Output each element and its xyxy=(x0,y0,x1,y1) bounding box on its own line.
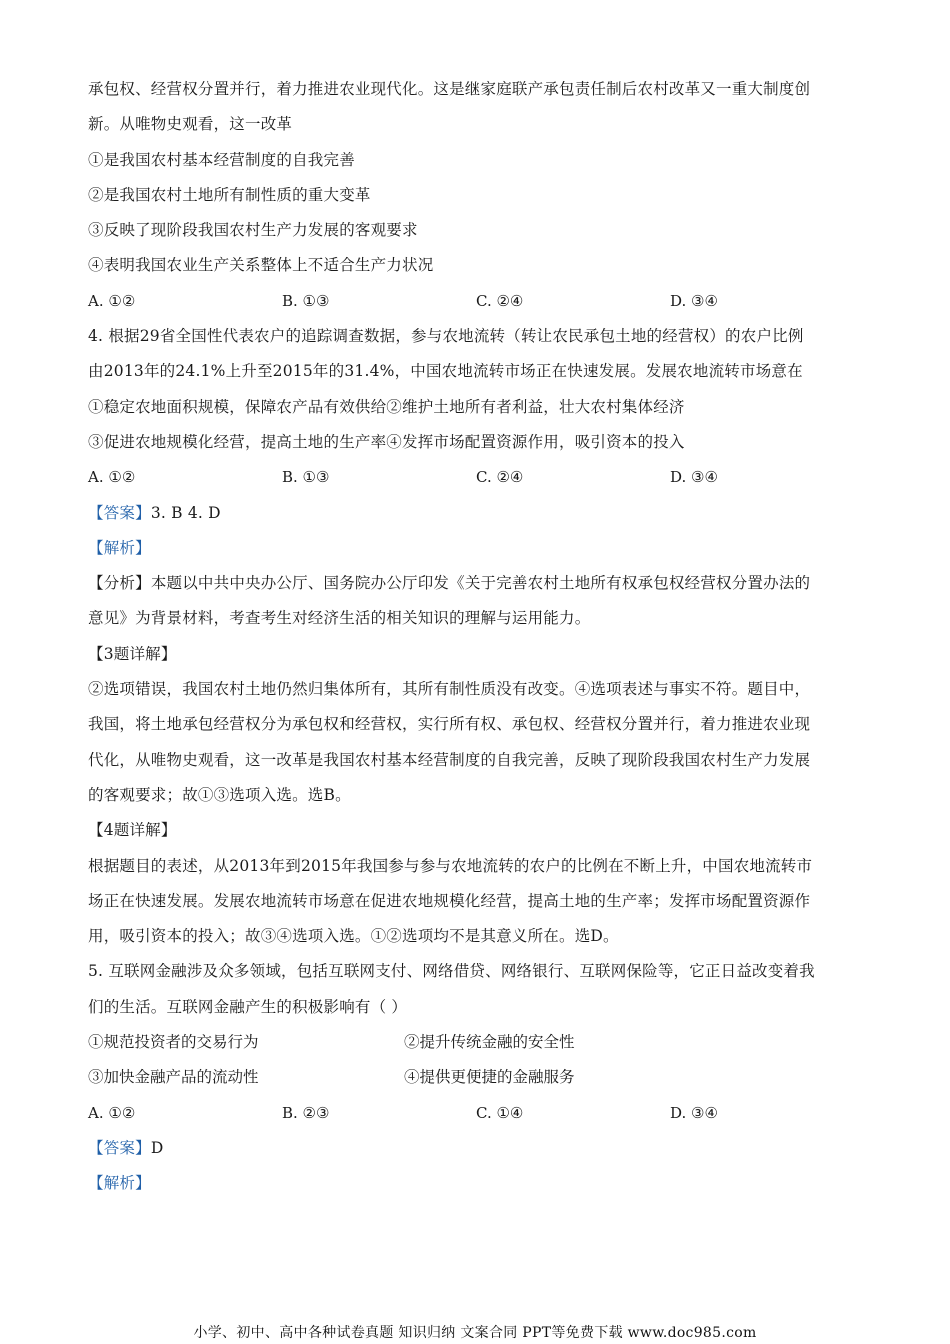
detail4-line: 用，吸引资本的投入；故③④选项入选。①②选项均不是其意义所在。选D。 xyxy=(88,927,619,946)
q5-option-b: B. ②③ xyxy=(282,1103,330,1122)
page-footer: 小学、初中、高中各种试卷真题 知识归纳 文案合同 PPT等免费下载 www.doc985.com xyxy=(193,1325,757,1341)
q5-statements-row xyxy=(88,1025,868,1060)
fenxi-tag: 【分析】 xyxy=(88,574,151,593)
q5-text-line: 们的生活。互联网金融产生的积极影响有（ ） xyxy=(88,997,408,1016)
detail3-line: ②选项错误，我国农村土地仍然归集体所有，其所有制性质没有改变。④选项表述与事实不符。题目中， xyxy=(88,680,811,699)
q5-text-line: 5. 互联网金融涉及众多领域，包括互联网支付、网络借贷、网络银行、互联网保险等，它正日益改变着我 xyxy=(88,962,815,981)
detail3-line: 的客观要求；故①③选项入选。选B。 xyxy=(88,785,351,804)
q3-option-d: D. ③④ xyxy=(670,291,718,310)
q4-option-c: C. ②④ xyxy=(476,468,524,487)
q4-option-a: A. ①② xyxy=(88,468,136,487)
answer-text: D xyxy=(150,1138,164,1157)
q5-statement: ①规范投资者的交易行为 xyxy=(88,1033,259,1052)
q3-option-a: A. ①② xyxy=(88,291,136,310)
q5-statement: ③加快金融产品的流动性 xyxy=(88,1068,259,1087)
q4-text-line: 4. 根据29省全国性代表农户的追踪调查数据，参与农地流转（转让农民承包土地的经营权）的农户比例 xyxy=(88,327,804,346)
answer-tag: 【答案】 xyxy=(88,1138,151,1157)
q3-statement: ①是我国农村基本经营制度的自我完善 xyxy=(88,150,355,169)
q4-options xyxy=(88,460,868,495)
q3-options xyxy=(88,284,868,319)
q4-statement: ①稳定农地面积规模，保障农产品有效供给②维护土地所有者利益，壮大农村集体经济 xyxy=(88,397,685,416)
q3-statement: ④表明我国农业生产关系整体上不适合生产力状况 xyxy=(88,256,434,275)
answer-line xyxy=(88,1131,868,1166)
document-page xyxy=(88,72,868,1202)
q3-statement: ②是我国农村土地所有制性质的重大变革 xyxy=(88,185,371,204)
q3-text-line: 承包权、经营权分置并行，着力推进农业现代化。这是继家庭联产承包责任制后农村改革又一重大制度创 xyxy=(88,80,811,98)
q3-statement: ③反映了现阶段我国农村生产力发展的客观要求 xyxy=(88,221,418,240)
fenxi-text-line: 意见》为背景材料，考查考生对经济生活的相关知识的理解与运用能力。 xyxy=(88,609,591,628)
q4-option-d: D. ③④ xyxy=(670,468,718,487)
answer-line xyxy=(88,496,868,531)
detail4-tag: 【4题详解】 xyxy=(88,821,177,840)
analysis-tag: 【解析】 xyxy=(88,1174,151,1193)
q4-option-b: B. ①③ xyxy=(282,468,330,487)
detail3-line: 代化，从唯物史观看，这一改革是我国农村基本经营制度的自我完善，反映了现阶段我国农村生产力发展 xyxy=(88,750,811,769)
detail3-line: 我国，将土地承包经营权分为承包权和经营权，实行所有权、承包权、经营权分置并行，着力推进农业现 xyxy=(88,715,811,734)
q5-statement: ②提升传统金融的安全性 xyxy=(404,1033,575,1052)
q5-option-a: A. ①② xyxy=(88,1103,136,1122)
q3-option-b: B. ①③ xyxy=(282,291,330,310)
q3-option-c: C. ②④ xyxy=(476,291,524,310)
fenxi-text: 本题以中共中央办公厅、国务院办公厅印发《关于完善农村土地所有权承包权经营权分置办法的 xyxy=(150,574,811,593)
detail4-line: 场正在快速发展。发展农地流转市场意在促进农地规模化经营，提高土地的生产率；发挥市场配置资源作 xyxy=(88,891,811,910)
detail4-line: 根据题目的表述，从2013年到2015年我国参与参与农地流转的农户的比例在不断上升，中国农地流转市 xyxy=(88,856,813,875)
answer-text: 3. B 4. D xyxy=(150,503,221,522)
q4-text-line: 由2013年的24.1%上升至2015年的31.4%，中国农地流转市场正在快速发展。发展农地流转市场意在 xyxy=(88,362,803,381)
q5-statement: ④提供更便捷的金融服务 xyxy=(404,1068,575,1087)
answer-tag: 【答案】 xyxy=(88,503,151,522)
q3-text-line: 新。从唯物史观看，这一改革 xyxy=(88,115,293,134)
q4-statement: ③促进农地规模化经营，提高土地的生产率④发挥市场配置资源作用，吸引资本的投入 xyxy=(88,432,685,451)
q5-statements-row xyxy=(88,1060,868,1095)
detail3-tag: 【3题详解】 xyxy=(88,644,177,663)
q5-option-c: C. ①④ xyxy=(476,1103,524,1122)
analysis-summary xyxy=(88,566,868,601)
analysis-tag: 【解析】 xyxy=(88,538,151,557)
q5-option-d: D. ③④ xyxy=(670,1103,718,1122)
q5-options xyxy=(88,1096,868,1131)
